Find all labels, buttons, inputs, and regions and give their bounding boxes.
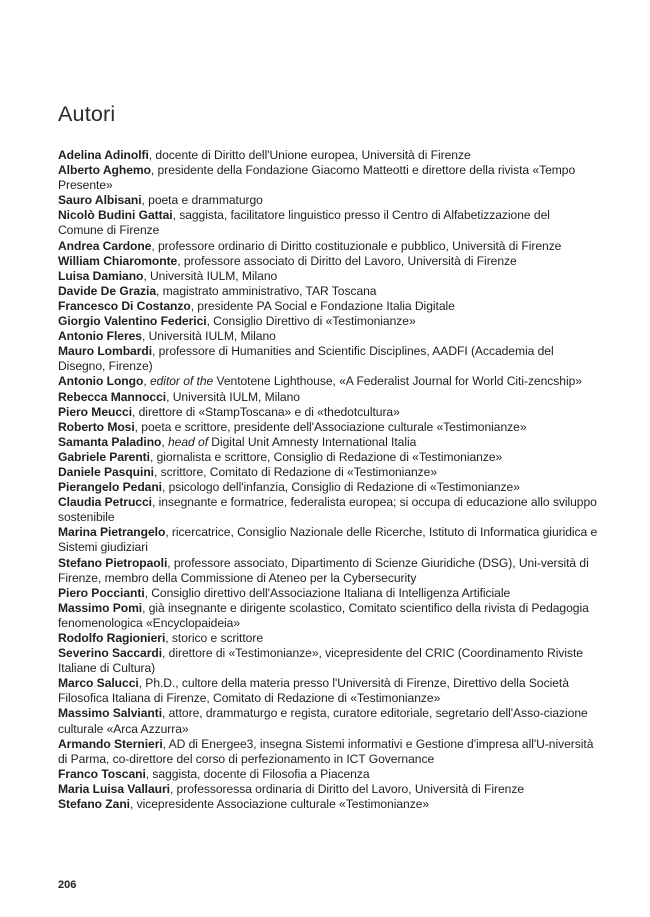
author-description: , professore ordinario di Diritto costituzionale e pubblico, Università di Firenze	[151, 238, 562, 253]
author-name: Antonio Fleres	[58, 329, 142, 344]
author-entry	[58, 586, 598, 601]
author-entry	[58, 390, 598, 405]
author-description: , ricercatrice, Consiglio Nazionale delle Ricerche, Istituto di Informatica giuridica e Sistemi giudiziari	[58, 525, 598, 555]
author-description: , poeta e drammaturgo	[141, 193, 263, 208]
author-description: Ventotene Lighthouse, «A Federalist Journal for World Citi-zencship»	[213, 374, 582, 389]
author-description: , magistrato amministrativo, TAR Toscana	[156, 283, 377, 298]
author-description: , presidente PA Social e Fondazione Italia Digitale	[190, 298, 455, 313]
author-description: , direttore di «StampToscana» e di «thedotcultura»	[132, 404, 400, 419]
author-entry	[58, 782, 598, 797]
author-entry	[58, 706, 598, 736]
author-name: Nicolò Budini Gattai	[58, 208, 173, 223]
author-description: , Università IULM, Milano	[141, 329, 276, 344]
author-name: Francesco Di Costanzo	[58, 298, 191, 313]
author-entry	[58, 676, 598, 706]
author-description: , poeta e scrittore, presidente dell'Associazione culturale «Testimonianze»	[134, 419, 527, 434]
author-entry	[58, 405, 598, 420]
author-entry	[58, 374, 598, 389]
author-entry	[58, 148, 598, 163]
author-name: Luisa Damiano	[58, 268, 144, 283]
author-name: Davide De Grazia	[58, 283, 157, 298]
author-name: Armando Sternieri	[58, 736, 163, 751]
author-name: Marco Salucci	[58, 676, 139, 691]
author-entry	[58, 737, 598, 767]
author-entry	[58, 435, 598, 450]
author-entry	[58, 495, 598, 525]
author-entry	[58, 254, 598, 269]
author-entry	[58, 465, 598, 480]
author-name: Stefano Pietropaoli	[58, 555, 168, 570]
author-description: , saggista, facilitatore linguistico presso il Centro di Alfabetizzazione del Comune di Firenze	[58, 208, 550, 238]
author-name: Adelina Adinolfi	[58, 148, 149, 162]
author-name: Severino Saccardi	[58, 646, 163, 661]
authors-list	[58, 148, 598, 812]
author-name: Claudia Petrucci	[58, 495, 152, 510]
author-description-italic: editor of the	[149, 374, 214, 389]
author-description: , direttore di «Testimonianze», vicepresidente del CRIC (Coordinamento Riviste Italiane di Cultura)	[58, 646, 583, 676]
author-description: , saggista, docente di Filosofia a Piacenza	[145, 766, 370, 781]
page-number: 206	[58, 879, 77, 891]
author-description: , già insegnante e dirigente scolastico, Comitato scientifico della rivista di Pedagogia fenomenologica «Encyclopaideia»	[58, 600, 589, 630]
author-entry	[58, 299, 598, 314]
author-entry	[58, 269, 598, 284]
author-name: Daniele Pasquini	[58, 464, 154, 479]
author-name: Massimo Pomi	[58, 600, 143, 615]
author-description: , attore, drammaturgo e regista, curatore editoriale, segretario dell'Asso-ciazione culturale «Arca Azzurra»	[58, 706, 588, 736]
author-entry	[58, 420, 598, 435]
author-name: Rodolfo Ragionieri	[58, 631, 166, 645]
author-entry	[58, 525, 598, 555]
author-description: , Università IULM, Milano	[143, 268, 278, 283]
author-name: Andrea Cardone	[58, 238, 152, 253]
author-entry	[58, 193, 598, 208]
author-name: Piero Poccianti	[58, 585, 145, 600]
author-name: Mauro Lombardi	[58, 344, 153, 359]
author-description: , insegnante e formatrice, federalista europea; si occupa di educazione allo sviluppo sostenibile	[58, 495, 597, 525]
author-description: Digital Unit Amnesty International Italia	[208, 434, 417, 449]
author-description: , Università IULM, Milano	[166, 389, 300, 404]
author-description: , storico e scrittore	[165, 631, 264, 645]
author-name: Roberto Mosi	[58, 419, 135, 434]
author-name: Franco Toscani	[58, 766, 146, 781]
author-description: , Ph.D., cultore della materia presso l'Università di Firenze, Direttivo della Società Filosofica Italiana di Firenze, Comitato di Redazione di «Testimonianze»	[58, 676, 569, 706]
author-name: Antonio Longo	[58, 374, 144, 389]
author-entry	[58, 480, 598, 495]
author-description: , Consiglio Direttivo di «Testimonianze»	[206, 314, 416, 329]
author-entry	[58, 646, 598, 676]
author-name: Stefano Zani	[58, 797, 130, 812]
author-description-italic: head of	[168, 434, 208, 449]
author-description: , docente di Diritto dell'Unione europea, Università di Firenze	[148, 148, 471, 162]
author-name: Rebecca Mannocci	[58, 389, 167, 404]
author-description: ,	[161, 434, 168, 449]
author-entry	[58, 601, 598, 631]
author-entry	[58, 450, 598, 465]
author-entry	[58, 163, 598, 193]
author-description: , AD di Energee3, insegna Sistemi informativi e Gestione d'impresa all'U-niversità di Parma, co-direttore del corso di perfezionamento in ICT Governance	[58, 736, 594, 766]
author-entry	[58, 314, 598, 329]
author-entry	[58, 284, 598, 299]
author-entry	[58, 329, 598, 344]
author-entry	[58, 344, 598, 374]
author-name: William Chiaromonte	[58, 253, 178, 268]
page-title: Autori	[58, 102, 116, 127]
author-name: Alberto Aghemo	[58, 163, 151, 178]
author-name: Gabriele Parenti	[58, 449, 150, 464]
author-description: , Consiglio direttivo dell'Associazione Italiana di Intelligenza Artificiale	[144, 585, 511, 600]
author-entry	[58, 556, 598, 586]
author-description: , professore associato di Diritto del Lavoro, Università di Firenze	[177, 253, 517, 268]
author-description: , psicologo dell'infanzia, Consiglio di Redazione di «Testimonianze»	[162, 480, 520, 495]
author-description: ,	[143, 374, 150, 389]
author-name: Samanta Paladino	[58, 434, 162, 449]
author-description: , professore associato, Dipartimento di Scienze Giuridiche (DSG), Uni-versità di Firenze, membro della Commissione di Ateneo per la Cybersecurity	[58, 555, 589, 585]
author-name: Sauro Albisani	[58, 193, 142, 208]
author-entry	[58, 767, 598, 782]
author-name: Giorgio Valentino Federici	[58, 314, 207, 329]
author-name: Maria Luisa Vallauri	[58, 781, 170, 796]
author-name: Marina Pietrangelo	[58, 525, 166, 540]
author-entry	[58, 208, 598, 238]
author-name: Massimo Salvianti	[58, 706, 163, 721]
author-name: Pierangelo Pedani	[58, 480, 162, 495]
author-name: Piero Meucci	[58, 404, 133, 419]
author-description: , vicepresidente Associazione culturale «Testimonianze»	[129, 797, 430, 812]
author-entry	[58, 631, 598, 646]
author-description: , presidente della Fondazione Giacomo Matteotti e direttore della rivista «Tempo Presente»	[58, 163, 576, 193]
author-entry	[58, 797, 598, 812]
author-description: , professoressa ordinaria di Diritto del Lavoro, Università di Firenze	[169, 781, 525, 796]
author-description: , giornalista e scrittore, Consiglio di Redazione di «Testimonianze»	[149, 449, 503, 464]
author-description: , scrittore, Comitato di Redazione di «Testimonianze»	[153, 464, 438, 479]
author-entry	[58, 239, 598, 254]
author-description: , professore di Humanities and Scientific Disciplines, AADFI (Accademia del Disegno, Firenze)	[58, 344, 554, 374]
